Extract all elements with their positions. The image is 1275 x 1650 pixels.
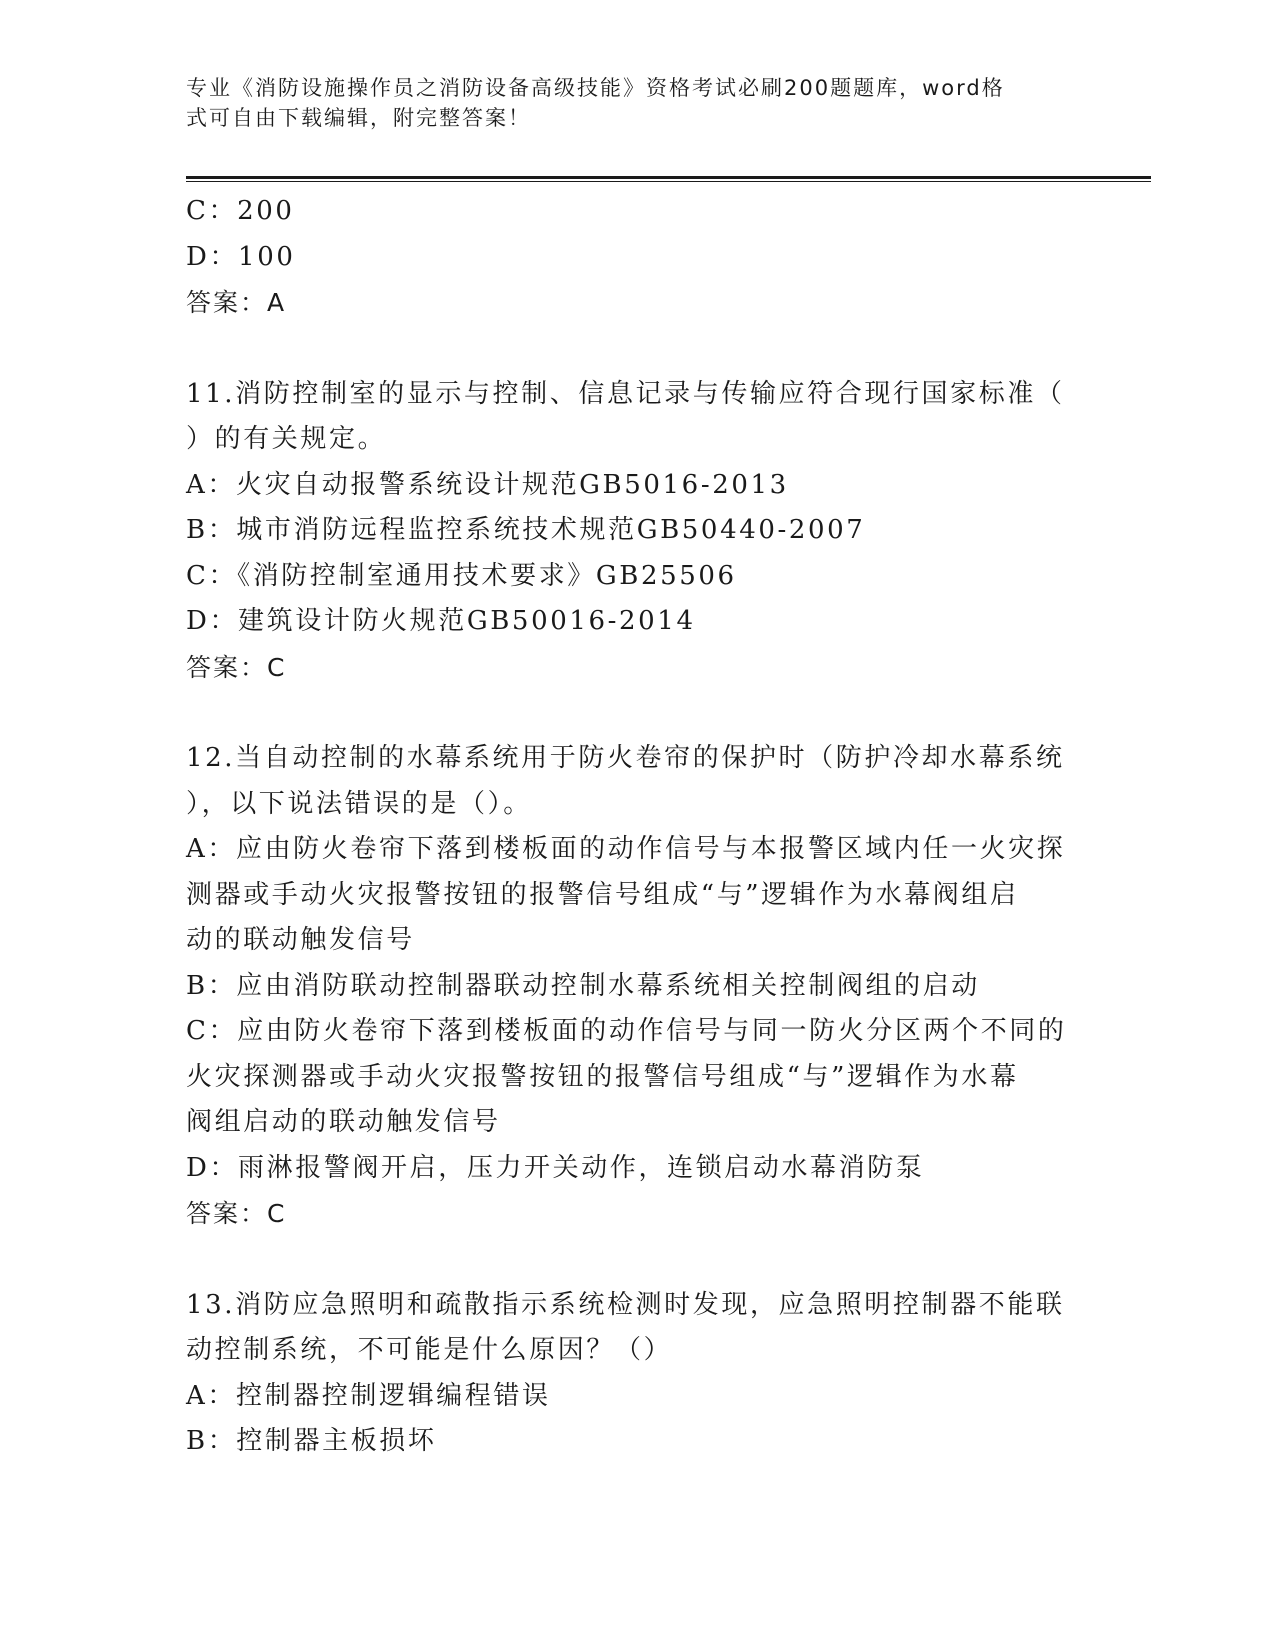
option-b: B：应由消防联动控制器联动控制水幕系统相关控制阀组的启动	[186, 970, 980, 1001]
question-stem: 12.当自动控制的水幕系统用于防火卷帘的保护时（防护冷却水幕系统	[186, 743, 1065, 773]
question-stem-cont: ）的有关规定。	[186, 424, 387, 454]
question-block-13	[186, 1283, 1086, 1465]
option-a-cont: 动的联动触发信号	[186, 925, 415, 955]
answer-line: 答案：C	[186, 1199, 287, 1228]
page-header	[186, 73, 1066, 133]
block-spacer	[186, 326, 1086, 372]
block-spacer	[186, 690, 1086, 736]
header-rule-thin	[186, 181, 1151, 182]
option-c-cont: 火灾探测器或手动火灾报警按钮的报警信号组成“与”逻辑作为水幕	[186, 1061, 1019, 1092]
header-line-1: 专业《消防设施操作员之消防设备高级技能》资格考试必刷200题题库，word格	[186, 76, 1005, 100]
header-line-2: 式可自由下载编辑，附完整答案！	[186, 106, 531, 130]
option-d: D：雨淋报警阀开启，压力开关动作，连锁启动水幕消防泵	[186, 1152, 925, 1183]
question-stem-cont: 动控制系统，不可能是什么原因？（）	[186, 1335, 673, 1365]
header-rule-thick	[186, 176, 1151, 179]
question-content	[186, 189, 1086, 1465]
option-d: D：100	[186, 241, 296, 272]
answer-line: 答案：C	[186, 652, 287, 682]
option-a: A：控制器控制逻辑编程错误	[186, 1380, 551, 1411]
answer-line: 答案：A	[186, 288, 287, 317]
block-spacer	[186, 1237, 1086, 1283]
option-a: A：应由防火卷帘下落到楼板面的动作信号与本报警区域内任一火灾探	[186, 834, 1066, 864]
option-b: B：城市消防远程监控系统技术规范GB50440-2007	[186, 515, 866, 545]
question-block-12	[186, 736, 1086, 1237]
question-stem: 11.消防控制室的显示与控制、信息记录与传输应符合现行国家标准（	[186, 378, 1065, 409]
option-c-cont: 阀组启动的联动触发信号	[186, 1107, 501, 1137]
option-c: C：《消防控制室通用技术要求》GB25506	[186, 560, 737, 591]
option-b: B：控制器主板损坏	[186, 1426, 437, 1456]
question-block-11	[186, 372, 1086, 691]
option-c: C：200	[186, 196, 295, 226]
option-a-cont: 测器或手动火灾报警按钮的报警信号组成“与”逻辑作为水幕阀组启	[186, 879, 1019, 910]
option-d: D：建筑设计防火规范GB50016-2014	[186, 606, 696, 636]
question-block-10	[186, 189, 1086, 326]
question-stem-cont: ），以下说法错误的是（）。	[186, 788, 532, 819]
option-c: C：应由防火卷帘下落到楼板面的动作信号与同一防火分区两个不同的	[186, 1016, 1067, 1046]
question-stem: 13.消防应急照明和疏散指示系统检测时发现，应急照明控制器不能联	[186, 1289, 1065, 1320]
option-a: A：火灾自动报警系统设计规范GB5016-2013	[186, 469, 789, 500]
